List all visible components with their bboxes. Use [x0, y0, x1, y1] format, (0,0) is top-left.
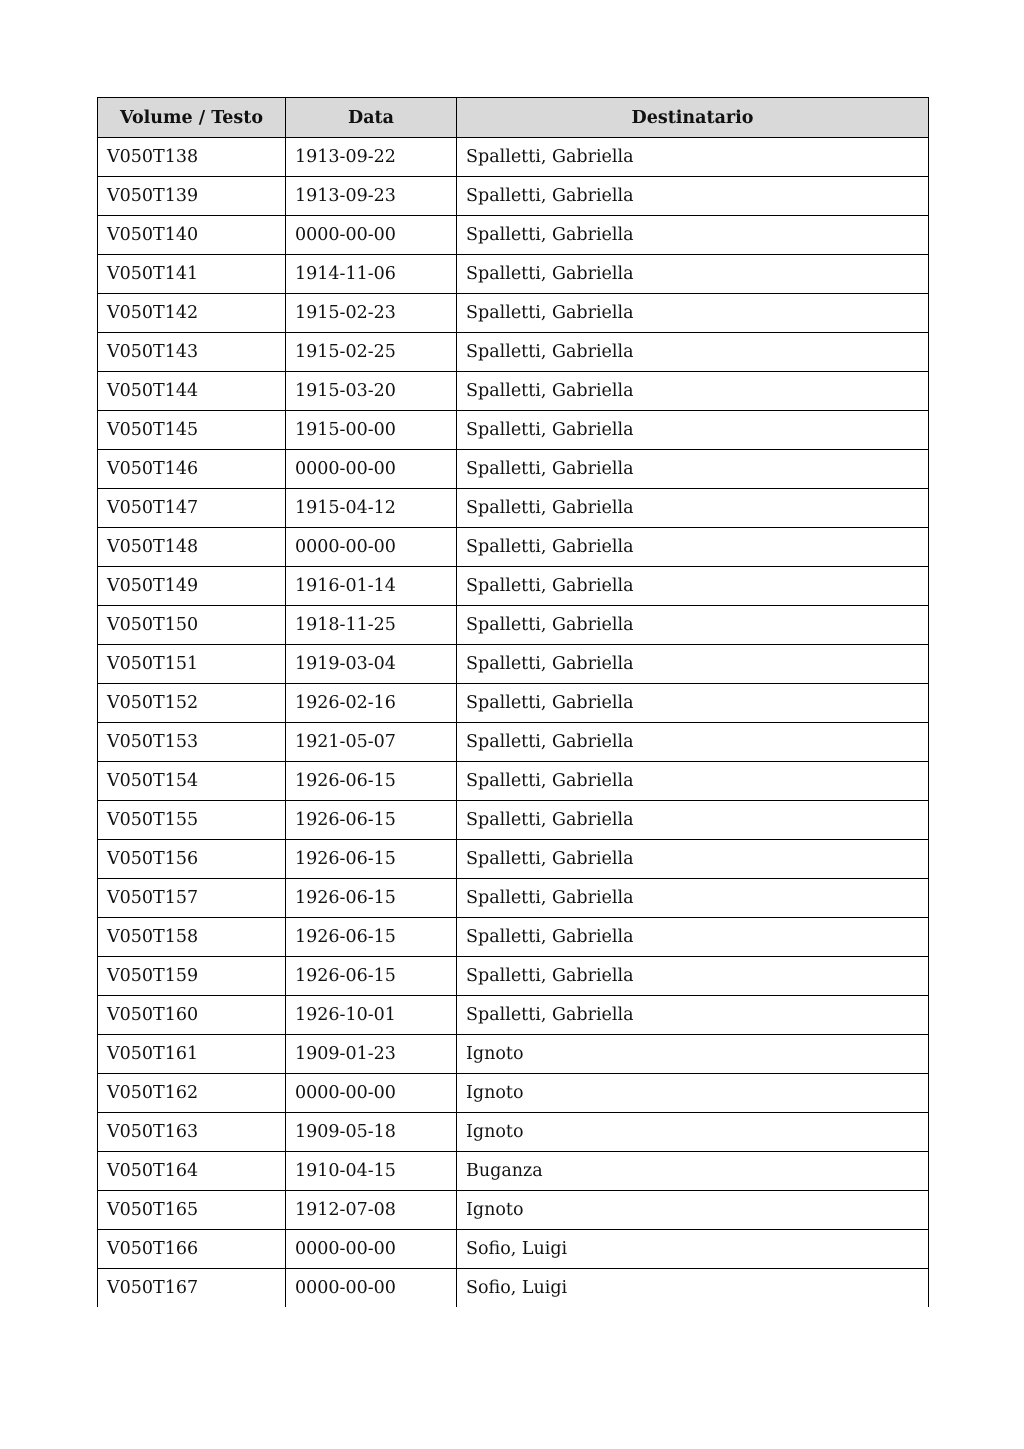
cell-data: 1909-01-23 — [286, 1035, 457, 1073]
cell-destinatario: Ignoto — [466, 1044, 524, 1064]
cell-volume-testo: V050T150 — [98, 606, 286, 644]
cell-volume-testo: V050T164 — [98, 1152, 286, 1190]
cell-data: 1915-02-25 — [286, 333, 457, 371]
table-row — [98, 177, 928, 216]
cell-destinatario: Spalletti, Gabriella — [466, 810, 634, 830]
cell-data: 0000-00-00 — [286, 450, 457, 488]
table-row — [98, 294, 928, 333]
table-row — [98, 528, 928, 567]
header-data: Data — [286, 98, 457, 137]
cell-data: 1916-01-14 — [286, 567, 457, 605]
cell-destinatario: Spalletti, Gabriella — [466, 771, 634, 791]
table-row — [98, 957, 928, 996]
cell-data: 1926-06-15 — [286, 762, 457, 800]
cell-data: 0000-00-00 — [286, 1230, 457, 1268]
header-destinatario: Destinatario — [631, 107, 754, 128]
cell-destinatario: Sofio, Luigi — [466, 1278, 568, 1298]
cell-data: 1926-06-15 — [286, 918, 457, 956]
cell-destinatario: Spalletti, Gabriella — [466, 693, 634, 713]
cell-volume-testo: V050T163 — [98, 1113, 286, 1151]
cell-data: 1926-02-16 — [286, 684, 457, 722]
cell-data: 1926-06-15 — [286, 957, 457, 995]
cell-data: 0000-00-00 — [286, 216, 457, 254]
table-row — [98, 840, 928, 879]
cell-destinatario: Spalletti, Gabriella — [466, 732, 634, 752]
cell-destinatario: Spalletti, Gabriella — [466, 264, 634, 284]
cell-destinatario: Ignoto — [466, 1200, 524, 1220]
table-row — [98, 138, 928, 177]
cell-volume-testo: V050T146 — [98, 450, 286, 488]
cell-volume-testo: V050T143 — [98, 333, 286, 371]
cell-volume-testo: V050T159 — [98, 957, 286, 995]
table-row — [98, 762, 928, 801]
cell-volume-testo: V050T151 — [98, 645, 286, 683]
cell-data: 1914-11-06 — [286, 255, 457, 293]
cell-volume-testo: V050T165 — [98, 1191, 286, 1229]
cell-volume-testo: V050T162 — [98, 1074, 286, 1112]
table-row — [98, 801, 928, 840]
cell-destinatario: Spalletti, Gabriella — [466, 966, 634, 986]
cell-volume-testo: V050T161 — [98, 1035, 286, 1073]
table-row — [98, 372, 928, 411]
cell-volume-testo: V050T148 — [98, 528, 286, 566]
cell-destinatario: Spalletti, Gabriella — [466, 537, 634, 557]
cell-destinatario: Sofio, Luigi — [466, 1239, 568, 1259]
cell-destinatario: Spalletti, Gabriella — [466, 615, 634, 635]
cell-data: 1926-06-15 — [286, 840, 457, 878]
cell-data: 1910-04-15 — [286, 1152, 457, 1190]
cell-destinatario: Spalletti, Gabriella — [466, 654, 634, 674]
table-row — [98, 723, 928, 762]
cell-data: 1915-04-12 — [286, 489, 457, 527]
table-row — [98, 255, 928, 294]
cell-destinatario: Spalletti, Gabriella — [466, 420, 634, 440]
cell-destinatario: Spalletti, Gabriella — [466, 498, 634, 518]
cell-volume-testo: V050T158 — [98, 918, 286, 956]
table-row — [98, 1074, 928, 1113]
letters-table — [97, 97, 929, 1307]
cell-data: 1926-10-01 — [286, 996, 457, 1034]
cell-destinatario: Spalletti, Gabriella — [466, 225, 634, 245]
cell-data: 1913-09-22 — [286, 138, 457, 176]
cell-volume-testo: V050T140 — [98, 216, 286, 254]
cell-volume-testo: V050T160 — [98, 996, 286, 1034]
cell-destinatario: Spalletti, Gabriella — [466, 849, 634, 869]
cell-destinatario: Spalletti, Gabriella — [466, 147, 634, 167]
cell-volume-testo: V050T142 — [98, 294, 286, 332]
cell-volume-testo: V050T141 — [98, 255, 286, 293]
cell-data: 1915-02-23 — [286, 294, 457, 332]
table-row — [98, 645, 928, 684]
cell-volume-testo: V050T145 — [98, 411, 286, 449]
table-row — [98, 1113, 928, 1152]
cell-data: 0000-00-00 — [286, 1074, 457, 1112]
table-row — [98, 996, 928, 1035]
cell-volume-testo: V050T154 — [98, 762, 286, 800]
cell-volume-testo: V050T144 — [98, 372, 286, 410]
cell-volume-testo: V050T167 — [98, 1269, 286, 1307]
cell-destinatario: Spalletti, Gabriella — [466, 1005, 634, 1025]
cell-destinatario: Spalletti, Gabriella — [466, 927, 634, 947]
cell-volume-testo: V050T166 — [98, 1230, 286, 1268]
cell-data: 1913-09-23 — [286, 177, 457, 215]
cell-volume-testo: V050T139 — [98, 177, 286, 215]
cell-destinatario: Spalletti, Gabriella — [466, 576, 634, 596]
table-row — [98, 606, 928, 645]
table-row — [98, 1230, 928, 1269]
cell-data: 1909-05-18 — [286, 1113, 457, 1151]
cell-data: 1919-03-04 — [286, 645, 457, 683]
table-row — [98, 333, 928, 372]
cell-volume-testo: V050T149 — [98, 567, 286, 605]
cell-destinatario: Spalletti, Gabriella — [466, 186, 634, 206]
table-row — [98, 567, 928, 606]
table-row — [98, 450, 928, 489]
cell-volume-testo: V050T155 — [98, 801, 286, 839]
cell-destinatario: Spalletti, Gabriella — [466, 303, 634, 323]
table-row — [98, 684, 928, 723]
cell-volume-testo: V050T156 — [98, 840, 286, 878]
cell-data: 0000-00-00 — [286, 1269, 457, 1307]
table-row — [98, 411, 928, 450]
cell-destinatario: Spalletti, Gabriella — [466, 342, 634, 362]
cell-volume-testo: V050T157 — [98, 879, 286, 917]
cell-destinatario: Ignoto — [466, 1122, 524, 1142]
table-row — [98, 1191, 928, 1230]
table-row — [98, 1269, 928, 1307]
table-row — [98, 879, 928, 918]
cell-data: 1918-11-25 — [286, 606, 457, 644]
cell-data: 1915-03-20 — [286, 372, 457, 410]
cell-data: 1926-06-15 — [286, 801, 457, 839]
cell-volume-testo: V050T152 — [98, 684, 286, 722]
cell-destinatario: Buganza — [466, 1161, 543, 1181]
cell-data: 1921-05-07 — [286, 723, 457, 761]
table-row — [98, 1152, 928, 1191]
cell-volume-testo: V050T138 — [98, 138, 286, 176]
header-volume-testo: Volume / Testo — [98, 98, 286, 137]
cell-data: 0000-00-00 — [286, 528, 457, 566]
table-row — [98, 1035, 928, 1074]
cell-destinatario: Spalletti, Gabriella — [466, 381, 634, 401]
cell-destinatario: Ignoto — [466, 1083, 524, 1103]
table-row — [98, 216, 928, 255]
table-row — [98, 918, 928, 957]
cell-destinatario: Spalletti, Gabriella — [466, 459, 634, 479]
cell-data: 1926-06-15 — [286, 879, 457, 917]
cell-data: 1915-00-00 — [286, 411, 457, 449]
cell-destinatario: Spalletti, Gabriella — [466, 888, 634, 908]
cell-volume-testo: V050T147 — [98, 489, 286, 527]
table-row — [98, 489, 928, 528]
table-header-row — [98, 98, 928, 138]
cell-volume-testo: V050T153 — [98, 723, 286, 761]
cell-data: 1912-07-08 — [286, 1191, 457, 1229]
